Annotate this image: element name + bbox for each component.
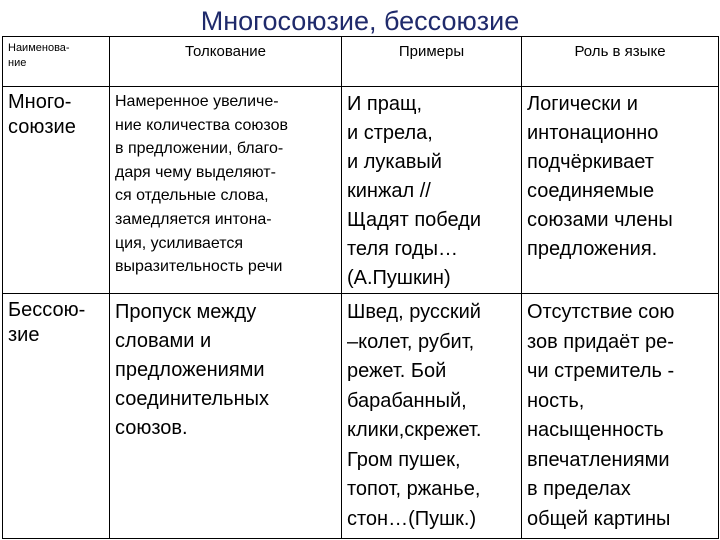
- header-role: Роль в языке: [522, 37, 719, 87]
- header-row: [3, 37, 719, 87]
- term-polysyndeton: Много- союзие: [3, 87, 110, 294]
- role-cell: Отсутствие сою зов придаёт ре- чи стремитель - ность, насыщенность впечатлениями в пределах общей картины: [522, 294, 719, 539]
- examples-cell: Швед, русский –колет, рубит, режет. Бой барабанный, клики,скрежет. Гром пушек, топот, ржанье, стон…(Пушк.): [342, 294, 522, 539]
- table-row: [3, 87, 719, 294]
- definition-cell: Пропуск между словами и предложениями соединительных союзов.: [110, 294, 342, 539]
- definition-cell: Намеренное увеличе- ние количества союзов в предложении, благо- даря чему выделяют- ся отдельные слова, замедляется интона- ция, усиливается выразительность речи: [110, 87, 342, 294]
- header-name: Наименова- ние: [3, 37, 110, 87]
- term-asyndeton: Бессою- зие: [3, 294, 110, 539]
- comparison-table: [2, 36, 719, 539]
- table-row: [3, 294, 719, 539]
- header-examples: Примеры: [342, 37, 522, 87]
- slide-title: Многосоюзие, бессоюзие: [200, 6, 520, 36]
- header-definition: Толкование: [110, 37, 342, 87]
- examples-cell: И пращ, и стрела, и лукавый кинжал // Щадят победи теля годы… (А.Пушкин): [342, 87, 522, 294]
- role-cell: Логически и интонационно подчёркивает соединяемые союзами члены предложения.: [522, 87, 719, 294]
